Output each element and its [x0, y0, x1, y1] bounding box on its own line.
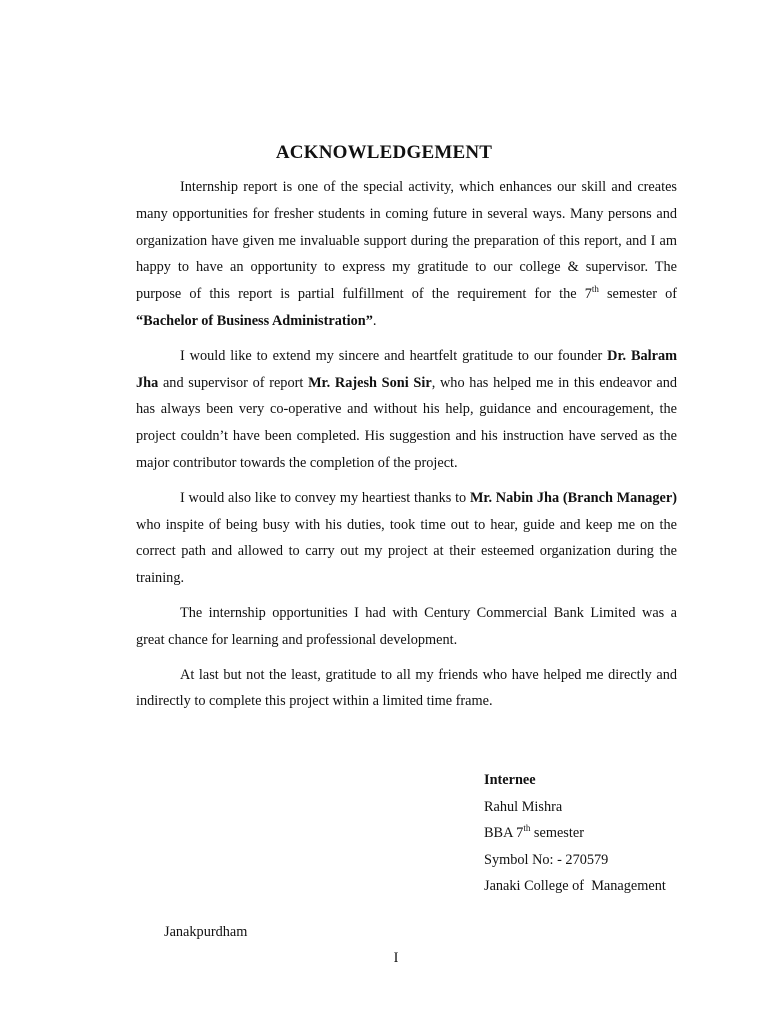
signature-symbol: Symbol No: - 270579 — [484, 851, 609, 868]
founder-name: Dr. Balram Jha — [136, 347, 677, 391]
program-text-2: semester — [530, 825, 584, 842]
paragraph-3-text-2: who inspite of being busy with his duties, took time out to hear, guide and keep me on the correct path and allowed to carry out my project at their esteemed organization during the training. — [136, 516, 677, 587]
paragraph-2-text: I would like to extend my sincere and heartfelt gratitude to our founder — [180, 347, 608, 364]
degree-name: “Bachelor of Business Administration” — [136, 312, 373, 329]
paragraph-2 — [136, 343, 677, 477]
acknowledgement-body — [136, 174, 677, 723]
paragraph-2-text-2: and supervisor of report — [158, 374, 309, 391]
paragraph-4: The internship opportunities I had with Century Commercial Bank Limited was a great chance for learning and professional development. — [136, 604, 677, 648]
paragraph-1-text-2: semester of — [598, 286, 677, 303]
paragraph-1-end: . — [372, 312, 377, 329]
signature-role: Internee — [484, 772, 536, 788]
program-ordinal: th — [523, 823, 531, 834]
page-title: ACKNOWLEDGEMENT — [275, 142, 493, 163]
supervisor-name: Mr. Rajesh Soni Sir — [308, 374, 432, 391]
place-name: Janakpurdham — [164, 924, 248, 940]
program-text: BBA 7 — [484, 825, 524, 842]
signature-program — [484, 820, 666, 847]
page-number: I — [393, 950, 399, 966]
ordinal-suffix: th — [591, 284, 599, 295]
signature-block — [484, 767, 666, 900]
paragraph-1 — [136, 174, 677, 335]
paragraph-1-text: Internship report is one of the special activity, which enhances our skill and creates many opportunities for fresher students in coming future in several ways. Many persons and organization have given me invaluable support during the preparation of this report, and I am happy to have an opportunity to express my gratitude to our college & supervisor. The purpose of this report is partial fulfillment of the requirement for the 7 — [136, 179, 677, 303]
paragraph-3-text: I would also like to convey my heartiest thanks to — [180, 489, 470, 506]
paragraph-3 — [136, 485, 677, 592]
branch-manager-name: Mr. Nabin Jha (Branch Manager) — [469, 489, 677, 506]
signature-college: Janaki College of Management — [484, 878, 666, 895]
paragraph-5: At last but not the least, gratitude to all my friends who have helped me directly and indirectly to complete this project within a limited time frame. — [136, 666, 677, 710]
signature-name: Rahul Mishra — [484, 798, 563, 815]
paragraph-2-text-3: , who has helped me in this endeavor and has always been very co-operative and without his help, guidance and encouragement, the project couldn’t have been completed. His suggestion and his instruction have served as the major contributor towards the completion of the project. — [136, 374, 678, 471]
